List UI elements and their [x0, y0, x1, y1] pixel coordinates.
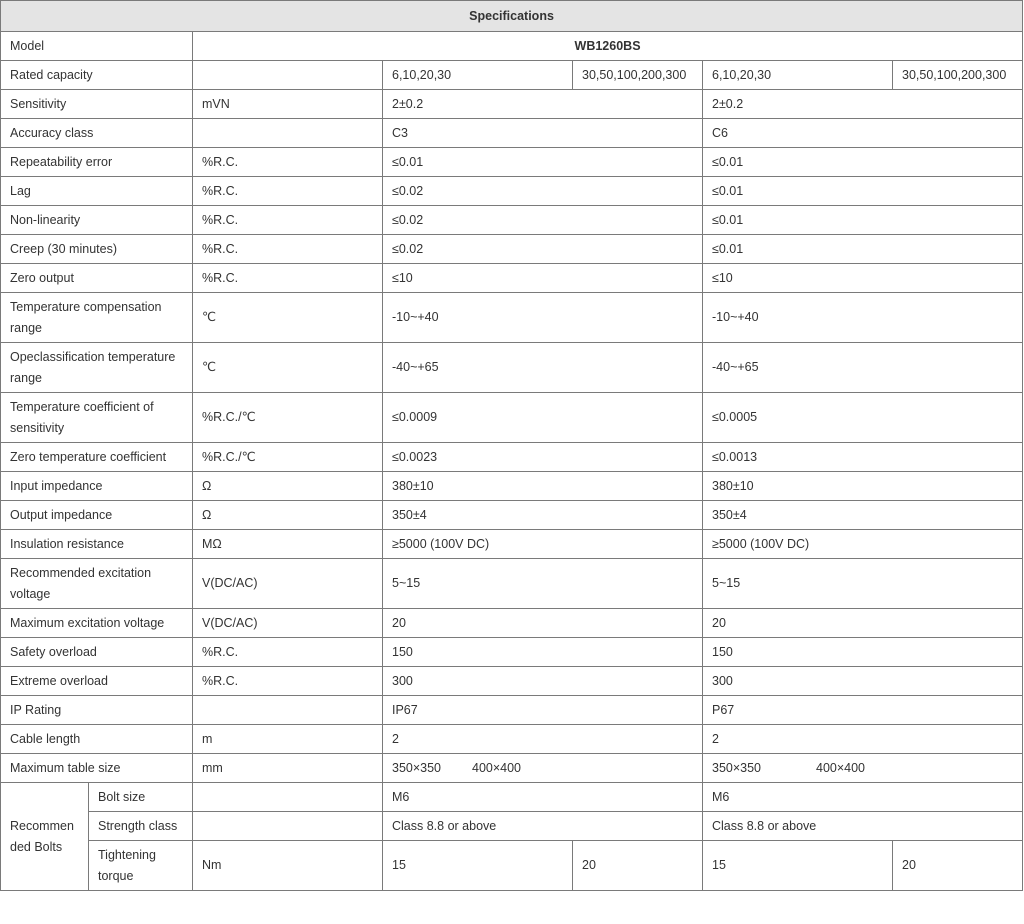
row-label: Temperature compensation range	[1, 293, 193, 343]
c3-value: ≤0.0023	[383, 443, 703, 472]
spec-rows	[1, 90, 1023, 754]
table-row	[1, 264, 1023, 293]
c3-value: Class 8.8 or above	[383, 812, 703, 841]
table-row	[1, 696, 1023, 725]
c6-value: ≤0.01	[703, 148, 1023, 177]
c6-value: 20	[703, 609, 1023, 638]
c3-value	[383, 754, 703, 783]
c3-value: IP67	[383, 696, 703, 725]
table-row	[1, 177, 1023, 206]
model-value: WB1260BS	[193, 32, 1023, 61]
table-row	[1, 638, 1023, 667]
c3-value: 300	[383, 667, 703, 696]
c6-value: M6	[703, 783, 1023, 812]
row-label: Repeatability error	[1, 148, 193, 177]
c6-value: C6	[703, 119, 1023, 148]
row-unit: %R.C./℃	[193, 443, 383, 472]
table-row	[1, 559, 1023, 609]
c6-value: 350±4	[703, 501, 1023, 530]
row-label: Safety overload	[1, 638, 193, 667]
c3-value: 2±0.2	[383, 90, 703, 119]
c6-value: ≤0.01	[703, 206, 1023, 235]
table-row	[1, 90, 1023, 119]
c6-value: ≤0.0013	[703, 443, 1023, 472]
torque-value: 20	[893, 841, 1023, 891]
row-unit: Ω	[193, 472, 383, 501]
row-unit: m	[193, 725, 383, 754]
row-unit: %R.C.	[193, 206, 383, 235]
row-label: Insulation resistance	[1, 530, 193, 559]
c6-value: ≤10	[703, 264, 1023, 293]
row-unit: MΩ	[193, 530, 383, 559]
c3-value: 150	[383, 638, 703, 667]
row-unit: mm	[193, 754, 383, 783]
row-label: Extreme overload	[1, 667, 193, 696]
table-size-b: 400×400	[472, 760, 522, 775]
capacity-value: 6,10,20,30	[703, 61, 893, 90]
table-row	[1, 206, 1023, 235]
row-label: Output impedance	[1, 501, 193, 530]
torque-value: 20	[573, 841, 703, 891]
row-label: Cable length	[1, 725, 193, 754]
table-row	[1, 119, 1023, 148]
torque-value: 15	[703, 841, 893, 891]
table-row	[1, 343, 1023, 393]
c3-value: M6	[383, 783, 703, 812]
row-unit: %R.C.	[193, 667, 383, 696]
row-label: Bolt size	[89, 783, 193, 812]
c3-value: 20	[383, 609, 703, 638]
c3-value: 5~15	[383, 559, 703, 609]
row-unit: ℃	[193, 293, 383, 343]
row-unit: V(DC/AC)	[193, 609, 383, 638]
c6-value: -40~+65	[703, 343, 1023, 393]
row-unit: V(DC/AC)	[193, 559, 383, 609]
row-unit: Nm	[193, 841, 383, 891]
capacity-value: 30,50,100,200,300	[573, 61, 703, 90]
c6-value	[703, 754, 1023, 783]
bolts-label: Recommen ded Bolts	[1, 783, 89, 891]
row-unit	[193, 119, 383, 148]
row-label: Creep (30 minutes)	[1, 235, 193, 264]
c3-value: ≤0.0009	[383, 393, 703, 443]
table-title: Specifications	[1, 1, 1023, 32]
c6-value: 2±0.2	[703, 90, 1023, 119]
c3-value: 350±4	[383, 501, 703, 530]
row-label: Maximum table size	[1, 754, 193, 783]
table-header-row	[1, 1, 1023, 32]
table-row	[1, 725, 1023, 754]
row-label: Tightening torque	[89, 841, 193, 891]
row-label: Non-linearity	[1, 206, 193, 235]
c3-value: ≥5000 (100V DC)	[383, 530, 703, 559]
row-unit: mVN	[193, 90, 383, 119]
table-size-b: 400×400	[816, 760, 866, 775]
table-row	[1, 841, 1023, 891]
c6-value: -10~+40	[703, 293, 1023, 343]
capacity-value: 6,10,20,30	[383, 61, 573, 90]
c6-value: ≤0.01	[703, 235, 1023, 264]
row-label: Maximum excitation voltage	[1, 609, 193, 638]
table-row	[1, 812, 1023, 841]
c6-value: ≤0.01	[703, 177, 1023, 206]
row-unit: Ω	[193, 501, 383, 530]
row-label: Accuracy class	[1, 119, 193, 148]
row-unit: %R.C.	[193, 148, 383, 177]
table-size-a: 350×350	[392, 760, 442, 775]
row-label: Model	[1, 32, 193, 61]
c3-value: -40~+65	[383, 343, 703, 393]
c6-value: 380±10	[703, 472, 1023, 501]
c3-value: 380±10	[383, 472, 703, 501]
c6-value: 5~15	[703, 559, 1023, 609]
table-row	[1, 609, 1023, 638]
capacity-value: 30,50,100,200,300	[893, 61, 1023, 90]
row-unit	[193, 783, 383, 812]
c6-value: P67	[703, 696, 1023, 725]
table-row	[1, 530, 1023, 559]
c3-value: 2	[383, 725, 703, 754]
c6-value: Class 8.8 or above	[703, 812, 1023, 841]
row-unit: %R.C.	[193, 177, 383, 206]
table-row	[1, 393, 1023, 443]
row-unit	[193, 61, 383, 90]
c3-value: ≤0.01	[383, 148, 703, 177]
c3-value: ≤10	[383, 264, 703, 293]
table-row	[1, 472, 1023, 501]
c3-value: C3	[383, 119, 703, 148]
table-row	[1, 61, 1023, 90]
torque-value: 15	[383, 841, 573, 891]
row-label: Temperature coefficient of sensitivity	[1, 393, 193, 443]
c3-value: ≤0.02	[383, 206, 703, 235]
row-label: Zero temperature coefficient	[1, 443, 193, 472]
table-row	[1, 148, 1023, 177]
table-row	[1, 783, 1023, 812]
table-row	[1, 754, 1023, 783]
c6-value: 300	[703, 667, 1023, 696]
c3-value: -10~+40	[383, 293, 703, 343]
row-unit: %R.C.	[193, 235, 383, 264]
row-unit: %R.C.	[193, 638, 383, 667]
table-row	[1, 32, 1023, 61]
c6-value: 2	[703, 725, 1023, 754]
row-label: Zero output	[1, 264, 193, 293]
table-size-a: 350×350	[712, 760, 762, 775]
table-row	[1, 667, 1023, 696]
c3-value: ≤0.02	[383, 235, 703, 264]
row-label: IP Rating	[1, 696, 193, 725]
row-label: Strength class	[89, 812, 193, 841]
row-unit: %R.C./℃	[193, 393, 383, 443]
c6-value: ≤0.0005	[703, 393, 1023, 443]
row-unit: %R.C.	[193, 264, 383, 293]
row-unit	[193, 696, 383, 725]
row-label: Opeclassification temperature range	[1, 343, 193, 393]
row-unit	[193, 812, 383, 841]
row-label: Recommended excitation voltage	[1, 559, 193, 609]
c3-value: ≤0.02	[383, 177, 703, 206]
c6-value: 150	[703, 638, 1023, 667]
c6-value: ≥5000 (100V DC)	[703, 530, 1023, 559]
table-row	[1, 501, 1023, 530]
row-unit: ℃	[193, 343, 383, 393]
row-label: Sensitivity	[1, 90, 193, 119]
row-label: Rated capacity	[1, 61, 193, 90]
row-label: Lag	[1, 177, 193, 206]
table-row	[1, 293, 1023, 343]
row-label: Input impedance	[1, 472, 193, 501]
table-row	[1, 235, 1023, 264]
table-row	[1, 443, 1023, 472]
